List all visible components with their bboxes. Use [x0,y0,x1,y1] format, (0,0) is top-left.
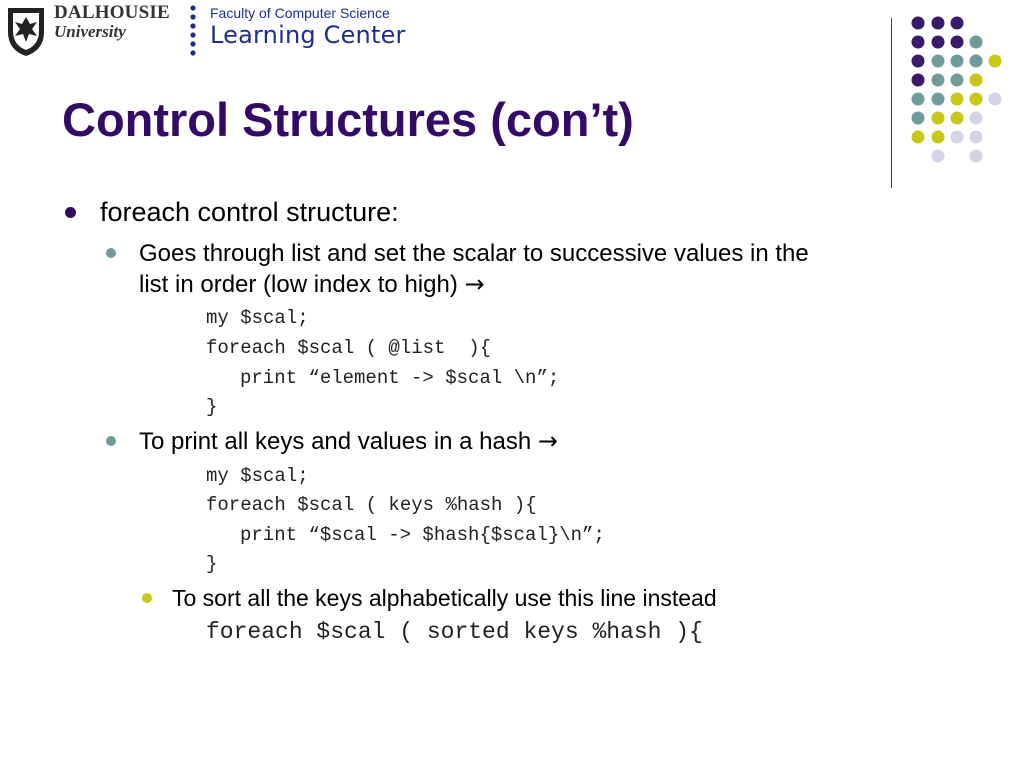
code-line: print “$scal -> $hash{$scal}\n”; [240,524,605,546]
bullet-text: To print all keys and values in a hash [139,428,532,455]
code-line: my $scal; [206,307,309,329]
code-line: foreach $scal ( keys %hash ){ [206,494,537,516]
decorative-dot-grid [900,8,1010,168]
bullet-text: foreach control structure: [100,197,399,227]
code-line: foreach $scal ( sorted keys %hash ){ [206,619,703,645]
dalhousie-crest-icon [4,4,48,58]
code-line: foreach $scal ( @list ){ [206,337,492,359]
dotted-separator [189,4,197,60]
bullet-text-line2 [139,269,809,300]
bullet-text: list in order (low index to high) [139,271,458,298]
code-line: print “element -> $scal \n”; [240,367,560,389]
faculty-label: Faculty of Computer Science [210,5,390,21]
bullet-print-hash [139,426,558,457]
bullet-foreach [100,197,399,228]
bullet-dot [106,436,116,446]
bullet-text-line1: Goes through list and set the scalar to successive values in the [139,240,809,267]
code-line: } [206,396,218,418]
code-line: my $scal; [206,465,309,487]
right-arrow-icon: → [537,427,559,455]
university-name: DALHOUSIE [54,2,170,23]
bullet-sort-keys [172,585,717,612]
learning-center-label: Learning Center [210,21,406,49]
bullet-dot [106,248,116,258]
bullet-dot [65,207,76,218]
right-arrow-icon: → [464,270,485,298]
university-subtitle: University [54,22,126,41]
bullet-goes-through-list [139,238,809,300]
slide-title: Control Structures (con’t) [62,93,634,146]
divider-line [891,18,892,188]
code-line: } [206,553,218,575]
bullet-dot [142,593,152,603]
bullet-text: To sort all the keys alphabetically use this line instead [172,585,717,611]
